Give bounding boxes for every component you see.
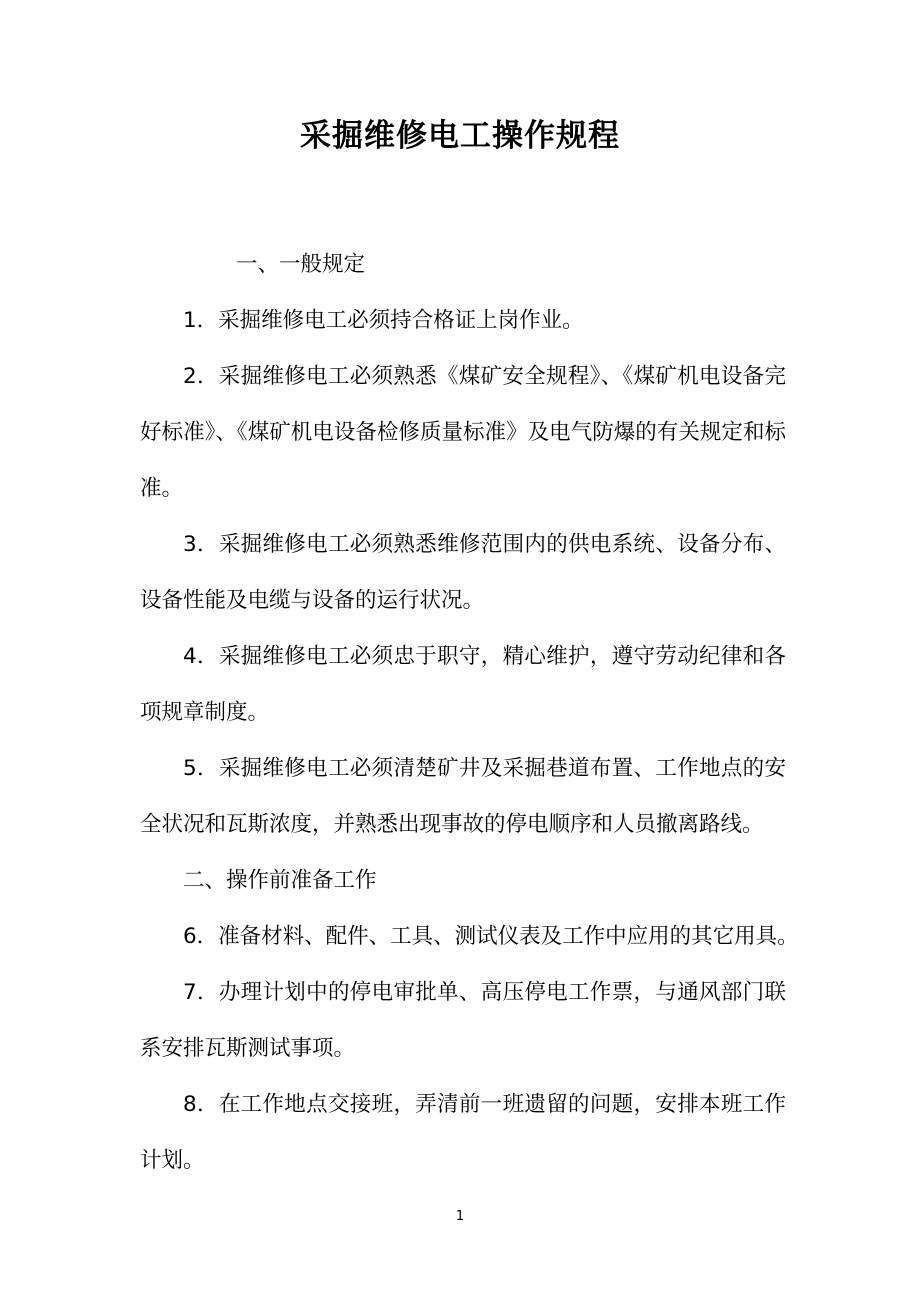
text-line: 3．采掘维修电工必须熟悉维修范围内的供电系统、设备分布、 [183,532,786,557]
text-line: 1．采掘维修电工必须持合格证上岗作业。 [183,308,584,333]
text-line: 7．办理计划中的停电审批单、高压停电工作票，与通风部门联 [183,980,786,1005]
paragraph [140,349,786,517]
text-line: 8．在工作地点交接班，弄清前一班遗留的问题，安排本班工作 [183,1092,786,1117]
paragraph [140,517,786,629]
page-number: 1 [455,1209,465,1224]
text-line: 设备性能及电缆与设备的运行状况。 [140,588,485,613]
text-line: 好标准》、《煤矿机电设备检修质量标准》及电气防爆的有关规定和标 [140,420,786,445]
paragraph [140,1077,786,1189]
paragraph [140,741,786,853]
paragraph [140,293,786,349]
text-line: 系安排瓦斯测试事项。 [140,1036,356,1061]
section-heading [140,853,786,909]
paragraph [140,965,786,1077]
text-line: 2．采掘维修电工必须熟悉《煤矿安全规程》、《煤矿机电设备完 [183,364,786,389]
paragraph [140,629,786,741]
text-line: 全状况和瓦斯浓度，并熟悉出现事故的停电顺序和人员撤离路线。 [140,812,764,837]
text-line: 5．采掘维修电工必须清楚矿井及采掘巷道布置、工作地点的安 [183,756,786,781]
text-line: 项规章制度。 [140,700,270,725]
paragraph [140,909,799,965]
text-line: 一、一般规定 [236,252,366,277]
document-body [140,237,799,1189]
text-line: 二、操作前准备工作 [183,868,377,893]
text-line: 计划。 [140,1148,205,1173]
section-heading [140,237,786,293]
text-line: 4．采掘维修电工必须忠于职守，精心维护，遵守劳动纪律和各 [183,644,786,669]
document-title: 采掘维修电工操作规程 [300,118,620,154]
text-line: 6．准备材料、配件、工具、测试仪表及工作中应用的其它用具。 [183,924,799,949]
text-line: 准。 [140,476,184,501]
